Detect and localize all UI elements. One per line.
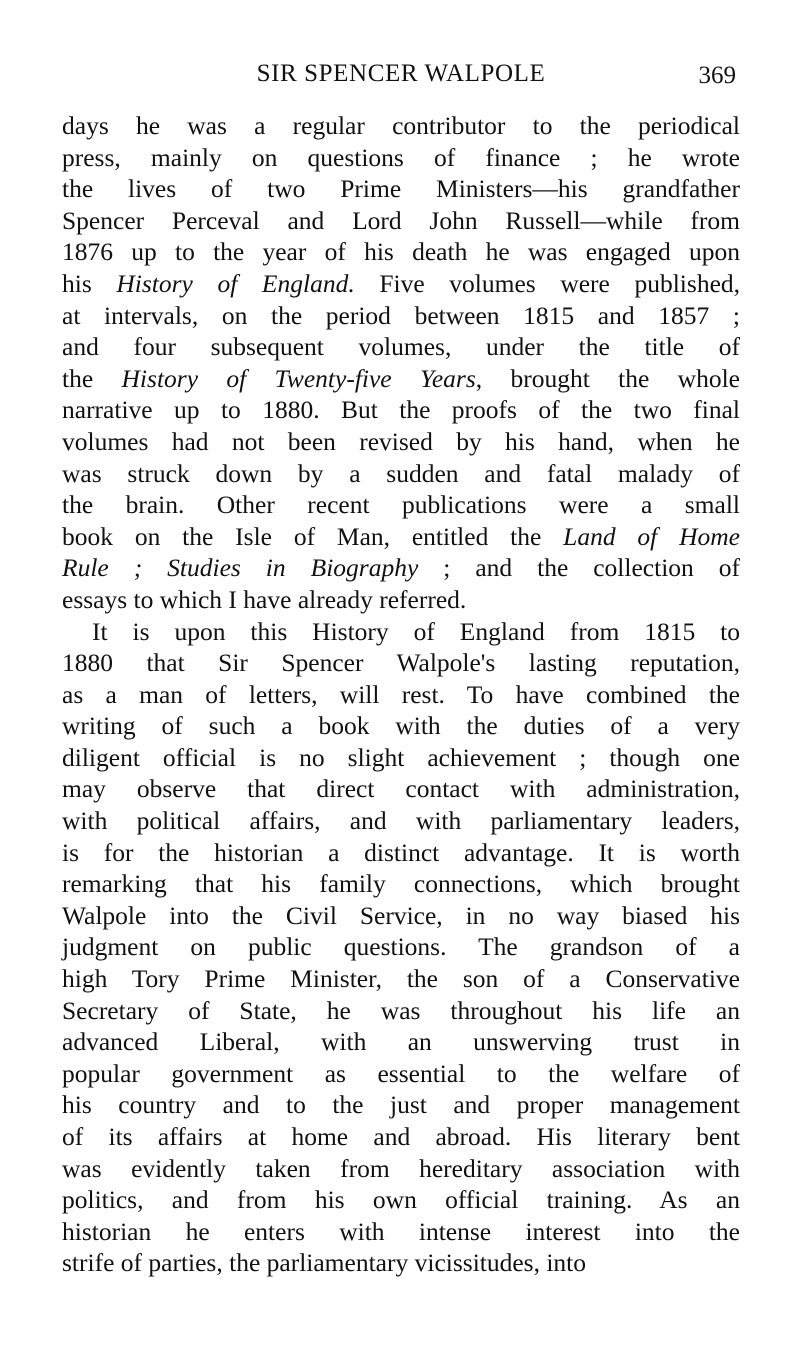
text-line — [62, 110, 740, 142]
body-text — [62, 110, 740, 1279]
text-segment: book on the Isle of Man, entitled the — [62, 521, 564, 551]
text-segment: as a man of letters, will rest. To have combined the — [62, 679, 740, 709]
text-segment: the brain. Other recent publications were a small — [62, 490, 740, 520]
text-line — [62, 868, 740, 900]
text-line — [62, 552, 740, 584]
text-line — [62, 489, 740, 521]
text-segment: judgment on public questions. The grandson of a — [62, 932, 740, 962]
text-line — [62, 205, 740, 237]
paragraph — [62, 110, 740, 616]
text-line — [62, 995, 740, 1027]
text-segment: writing of such a book with the duties of a very — [62, 711, 740, 741]
text-line — [62, 1026, 740, 1058]
text-segment: high Tory Prime Minister, the son of a Conservative — [62, 964, 740, 994]
text-segment: ; and the collection of — [418, 553, 741, 583]
paragraph — [62, 616, 740, 1279]
text-line — [62, 1121, 740, 1153]
text-segment: historian he enters with intense interest into the — [62, 1216, 740, 1246]
text-line — [62, 1247, 740, 1279]
text-segment: , brought the whole — [475, 363, 740, 393]
italic-text: Land of Home — [563, 521, 740, 551]
running-title: SIR SPENCER WALPOLE — [256, 60, 546, 87]
text-segment: may observe that direct contact with administration, — [62, 774, 740, 804]
text-line — [62, 331, 740, 363]
text-segment: popular government as essential to the welfare of — [62, 1058, 740, 1088]
text-segment: the lives of two Prime Ministers—his grandfather — [62, 174, 740, 204]
text-line — [62, 805, 740, 837]
text-line — [62, 142, 740, 174]
page-number: 369 — [698, 62, 736, 89]
text-line — [62, 1153, 740, 1185]
text-segment: Secretary of State, he was throughout his life an — [62, 995, 740, 1025]
text-line — [62, 363, 740, 395]
text-segment: advanced Liberal, with an unswerving trust in — [62, 1027, 740, 1057]
text-line — [62, 647, 740, 679]
text-line — [62, 268, 740, 300]
text-line — [62, 616, 740, 648]
text-line — [62, 426, 740, 458]
text-line — [62, 710, 740, 742]
text-segment: his — [62, 268, 117, 298]
text-segment: essays to which I have already referred. — [62, 584, 467, 614]
italic-text: History of Twenty-five Years — [121, 363, 476, 393]
text-segment: diligent official is no slight achievement ; though one — [62, 742, 740, 772]
text-line — [62, 931, 740, 963]
text-line — [62, 837, 740, 869]
text-line — [62, 300, 740, 332]
text-line — [62, 173, 740, 205]
text-segment: at intervals, on the period between 1815 and 1857 ; — [62, 300, 740, 330]
text-segment: Walpole into the Civil Service, in no way biased his — [62, 900, 740, 930]
text-line — [62, 963, 740, 995]
running-head — [62, 56, 740, 96]
text-line — [62, 900, 740, 932]
text-line — [62, 1058, 740, 1090]
text-segment: 1876 up to the year of his death he was engaged upon — [62, 237, 740, 267]
text-segment: It is upon this History of England from 1815 to — [92, 616, 740, 646]
text-line — [62, 584, 740, 616]
text-segment: was struck down by a sudden and fatal malady of — [62, 458, 740, 488]
text-line — [62, 1184, 740, 1216]
italic-text: History of England. — [116, 268, 355, 298]
text-segment: days he was a regular contributor to the periodical — [62, 111, 740, 140]
text-line — [62, 679, 740, 711]
text-segment: with political affairs, and with parliamentary leaders, — [62, 806, 740, 836]
text-line — [62, 742, 740, 774]
text-line — [62, 236, 740, 268]
text-segment: was evidently taken from hereditary association with — [62, 1153, 740, 1183]
text-segment: remarking that his family connections, which brought — [62, 869, 740, 899]
text-line — [62, 521, 740, 553]
text-segment: of its affairs at home and abroad. His literary bent — [62, 1122, 740, 1151]
text-segment: his country and to the just and proper management — [62, 1090, 740, 1120]
text-segment: narrative up to 1880. But the proofs of the two final — [62, 395, 740, 425]
text-segment: strife of parties, the parliamentary vicissitudes, into — [62, 1248, 587, 1278]
text-segment: and four subsequent volumes, under the title of — [62, 332, 740, 362]
text-segment: 1880 that Sir Spencer Walpole's lasting reputation, — [62, 648, 740, 678]
text-segment: the — [62, 363, 122, 393]
text-segment: Spencer Perceval and Lord John Russell—while from — [62, 205, 740, 235]
text-segment: Five volumes were published, — [354, 268, 741, 298]
italic-text: Rule ; Studies in Biography — [62, 553, 419, 583]
text-line — [62, 1216, 740, 1248]
text-line — [62, 458, 740, 490]
text-segment: press, mainly on questions of finance ; he wrote — [62, 142, 740, 172]
text-segment: is for the historian a distinct advantage. It is worth — [62, 837, 740, 867]
text-line — [62, 773, 740, 805]
text-segment: politics, and from his own official training. As an — [62, 1185, 740, 1215]
text-line — [62, 1089, 740, 1121]
text-segment: volumes had not been revised by his hand, when he — [62, 426, 740, 456]
text-line — [62, 394, 740, 426]
